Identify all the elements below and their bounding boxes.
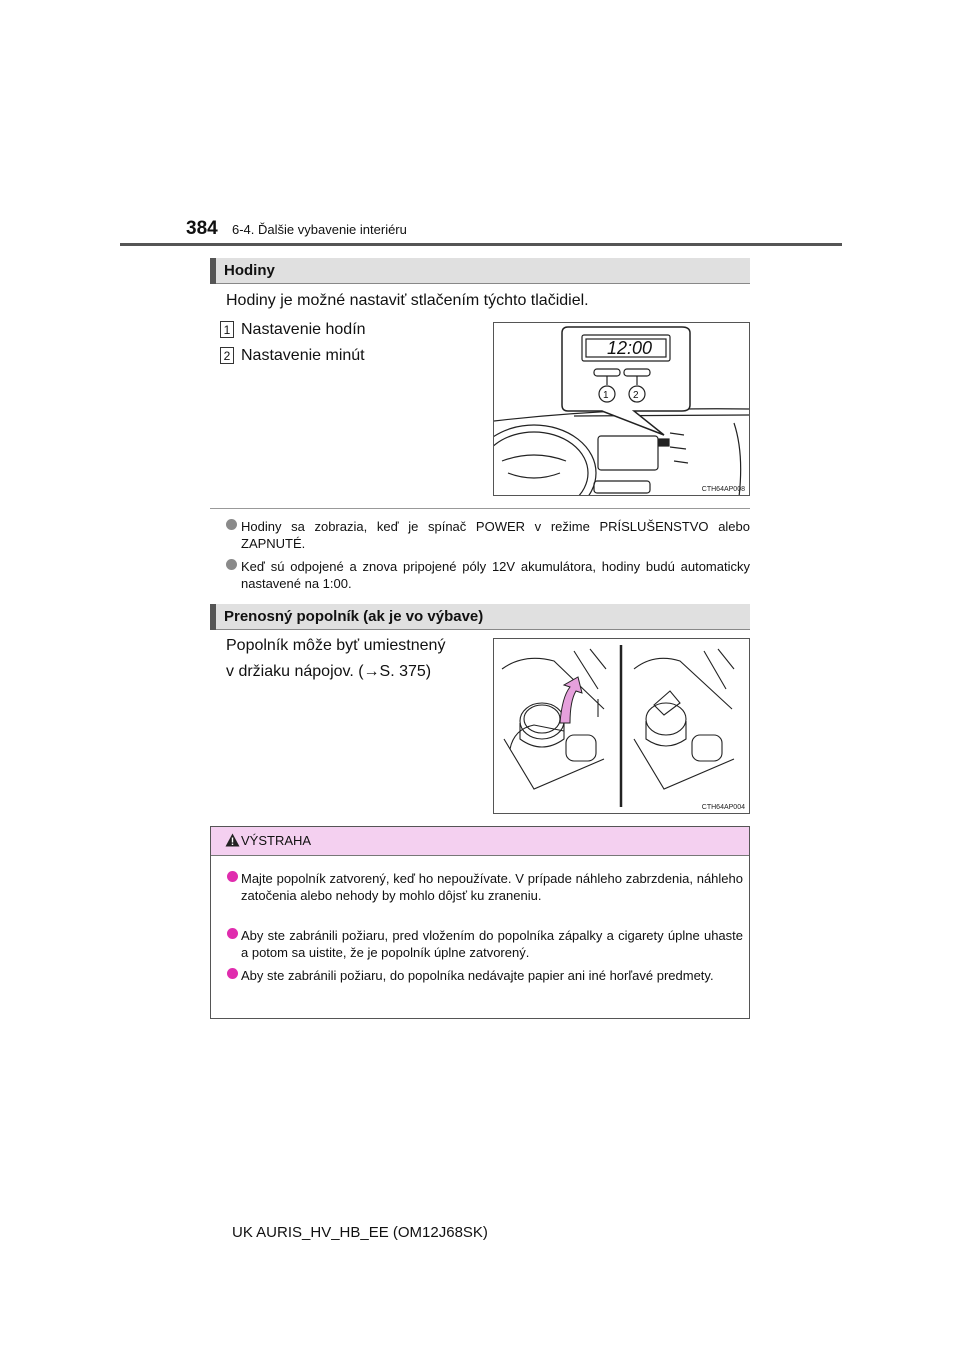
- clock-intro: Hodiny je možné nastaviť stlačením týchto tlačidiel.: [226, 292, 589, 309]
- ashtray-text-line1: Popolník môže byť umiestnený: [226, 637, 446, 654]
- ashtray-illustration: [494, 639, 750, 814]
- warning-box: [210, 826, 750, 1019]
- clock-display-text: 12:00: [607, 338, 653, 358]
- bullet-icon: [226, 519, 237, 530]
- bullet-icon: [227, 871, 238, 882]
- page-number: 384: [186, 218, 218, 239]
- clock-illustration: [494, 323, 750, 496]
- note-item: [226, 558, 750, 592]
- chapter-title: 6-4. Ďalšie vybavenie interiéru: [232, 222, 407, 237]
- bullet-icon: [226, 559, 237, 570]
- number-badge: 2: [220, 347, 234, 364]
- number-badge: 1: [220, 321, 234, 338]
- clock-figure: [493, 322, 750, 496]
- ashtray-figure: [493, 638, 750, 814]
- warning-item: [227, 967, 743, 984]
- figure-code: CTH64AP004: [701, 804, 745, 811]
- callout-2: 2: [633, 390, 639, 401]
- footer-model: UK AURIS_HV_HB_EE (OM12J68SK): [232, 1224, 488, 1241]
- section-title: Hodiny: [224, 262, 275, 279]
- bullet-icon: [227, 928, 238, 939]
- header-rule: [120, 243, 842, 246]
- note-item: [226, 518, 750, 552]
- heading-bar: [210, 258, 216, 284]
- clock-item-2: [220, 344, 365, 368]
- warning-title: VÝSTRAHA: [241, 833, 312, 848]
- arrow-icon: [560, 677, 582, 723]
- warning-item: [227, 870, 743, 904]
- warning-text: Aby ste zabránili požiaru, do popolníka nedávajte papier ani iné horľavé predmety.: [241, 968, 714, 983]
- note-text: Hodiny sa zobrazia, keď je spínač POWER v režime PRÍSLUŠENSTVO alebo ZAPNUTÉ.: [241, 519, 750, 551]
- warning-item: [227, 927, 743, 961]
- ashtray-text-line2: v držiaku nápojov. (→S. 375): [226, 663, 432, 680]
- warning-header: [211, 827, 749, 856]
- warning-triangle-icon: [225, 833, 240, 847]
- section-heading-ashtray: [210, 604, 750, 630]
- warning-text: Aby ste zabránili požiaru, pred vložením do popolníka zápalky a cigarety úplne uhaste a potom sa uistite, že je popolník úplne zatvorený.: [241, 928, 743, 960]
- section-divider: [210, 508, 750, 509]
- item-label: Nastavenie hodín: [241, 321, 366, 338]
- figure-code: CTH64AP008: [701, 486, 745, 493]
- note-text: Keď sú odpojené a znova pripojené póly 12V akumulátora, hodiny budú automaticky nastavené na 1:00.: [241, 559, 750, 591]
- section-title: Prenosný popolník (ak je vo výbave): [224, 608, 484, 625]
- section-heading-clock: [210, 258, 750, 284]
- item-label: Nastavenie minút: [241, 347, 365, 364]
- bullet-icon: [227, 968, 238, 979]
- callout-1: 1: [603, 390, 609, 401]
- clock-item-1: [220, 318, 366, 342]
- warning-text: Majte popolník zatvorený, keď ho nepoužívate. V prípade náhleho zabrzdenia, náhleho zatočenia alebo nehody by mohlo dôjsť ku zraneniu.: [241, 871, 743, 903]
- heading-bar: [210, 604, 216, 630]
